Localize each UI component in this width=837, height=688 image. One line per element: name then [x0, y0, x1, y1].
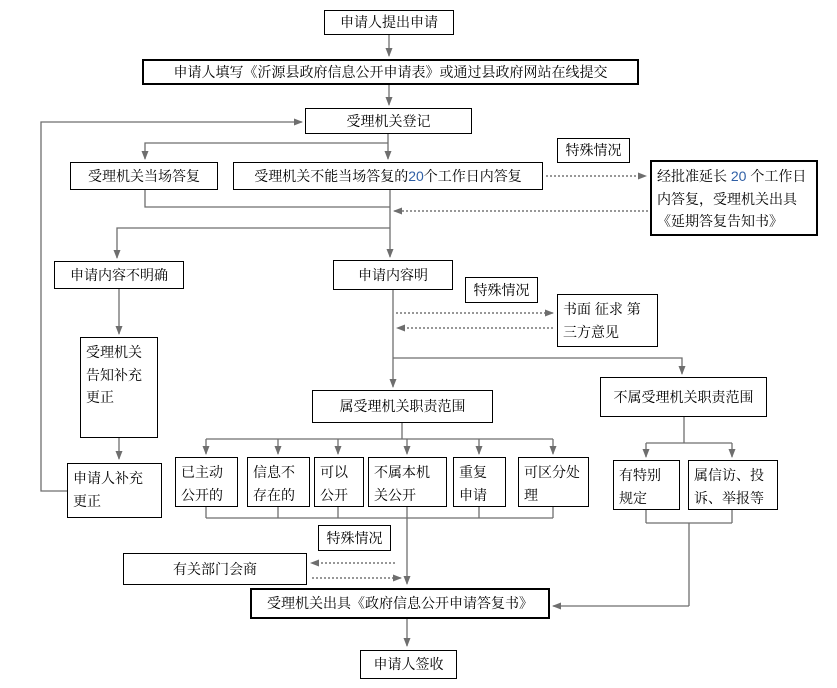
node-third-party: 书面 征求 第三方意见: [557, 294, 658, 347]
node-not-onsite-reply: [233, 162, 543, 190]
node-notify-supplement: 受理机关告知补充更正: [80, 337, 158, 438]
node-special-case-mid: 特殊情况: [465, 277, 538, 303]
node-out-scope: 不属受理机关职责范围: [600, 377, 767, 417]
node-content-unclear: 申请内容不明确: [54, 261, 184, 289]
node-sign: 申请人签收: [360, 650, 457, 679]
delay-reply-days: 20: [730, 168, 747, 184]
node-register: 受理机关登记: [305, 108, 472, 134]
node-reply-doc: 受理机关出具《政府信息公开申请答复书》: [250, 588, 550, 619]
node-delay-reply: [650, 160, 818, 236]
node-not-this-org: 不属本机关公开: [368, 457, 447, 507]
node-already-public: 已主动公开的: [175, 457, 238, 507]
node-content-clear: 申请内容明: [333, 260, 453, 290]
node-can-public: 可以公开: [314, 457, 364, 507]
not-onsite-reply-text: 受理机关不能当场答复的: [254, 167, 409, 184]
node-info-not-exist: 信息不存在的: [247, 457, 310, 507]
node-applicant-submit: 申请人提出申请: [324, 10, 454, 35]
node-repeat-apply: 重复申请: [453, 457, 506, 507]
node-onsite-reply: 受理机关当场答复: [70, 162, 218, 190]
delay-reply-text: 经批准延长: [657, 168, 731, 184]
node-applicant-supplement: 申请人补充更正: [67, 463, 162, 518]
node-petition: 属信访、投诉、举报等: [688, 460, 778, 510]
node-dept-consult: 有关部门会商: [123, 553, 307, 585]
not-onsite-reply-text2: 个工作日内答复: [423, 167, 522, 184]
node-special-case-top: 特殊情况: [557, 138, 630, 163]
node-special-rule: 有特别规定: [613, 460, 680, 510]
node-in-scope: 属受理机关职责范围: [312, 390, 493, 423]
node-separable: 可区分处理: [518, 457, 589, 507]
node-fill-form: 申请人填写《沂源县政府信息公开申请表》或通过县政府网站在线提交: [142, 59, 639, 85]
delay-reply-text2: 个工作日内答复，受理机关出具《延期答复告知书》: [657, 168, 807, 230]
not-onsite-reply-days: 20: [408, 167, 424, 184]
node-special-case-bottom: 特殊情况: [318, 525, 391, 551]
